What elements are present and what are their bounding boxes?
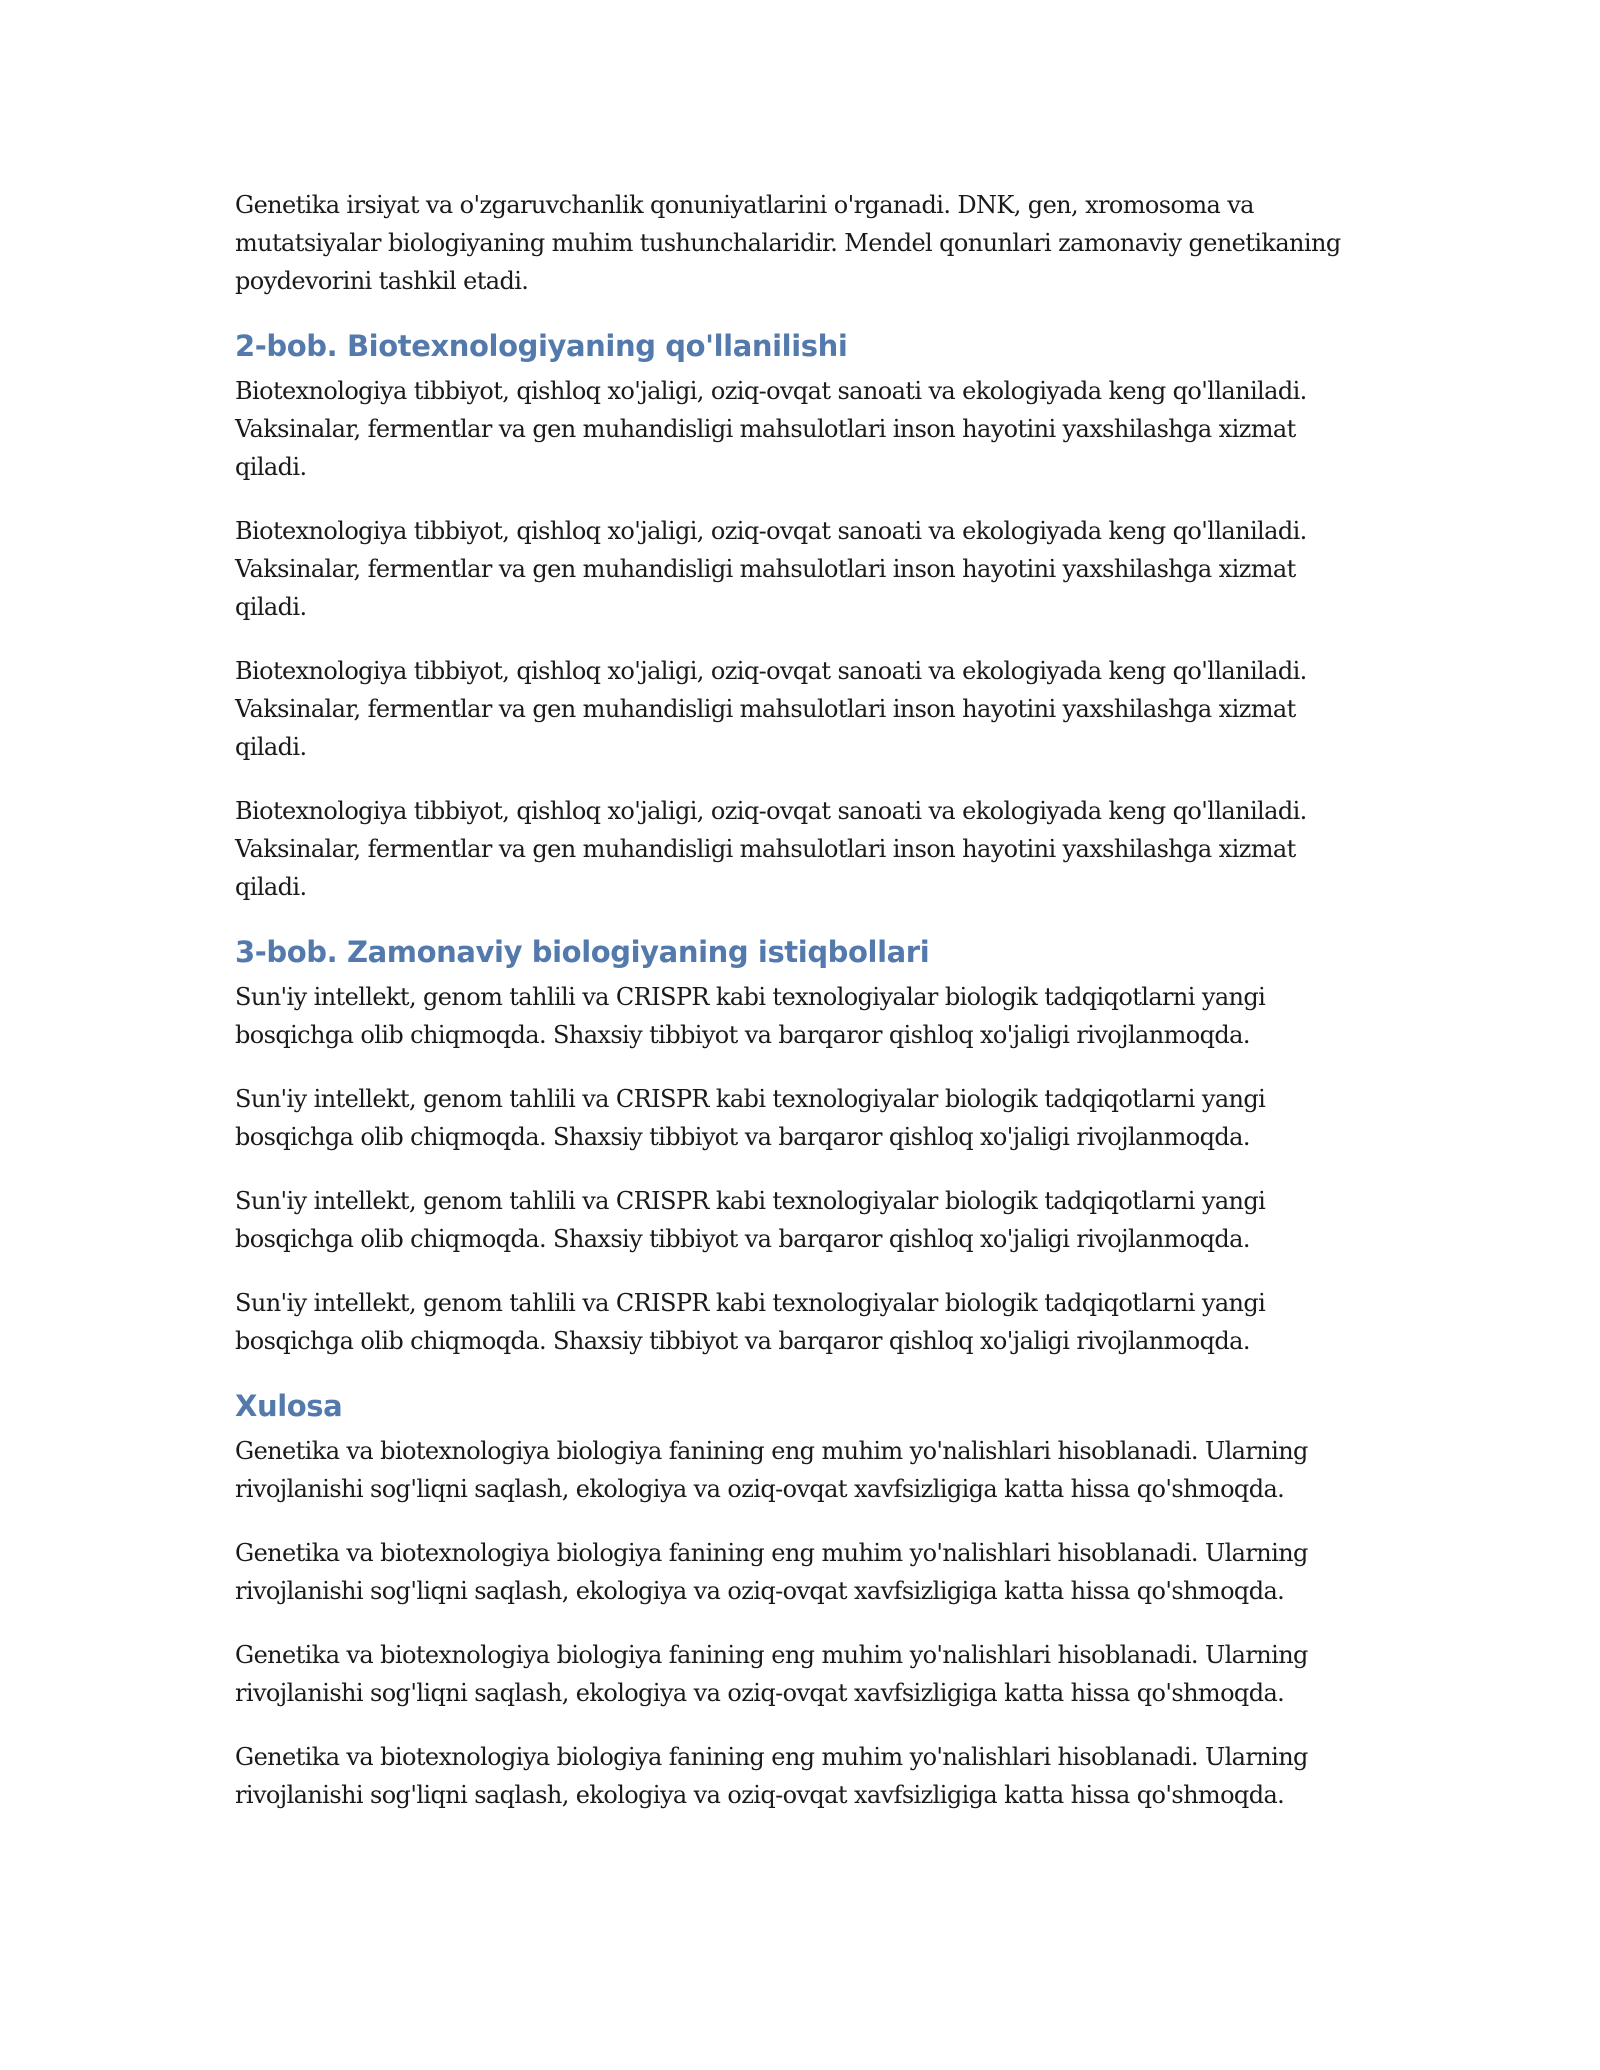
- paragraph: Sun'iy intellekt, genom tahlili va CRISPR kabi texnologiyalar biologik tadqiqotlarni yangi bosqichga olib chiqmoqda. Shaxsiy tibbiyot va barqaror qishloq xo'jaligi rivojlanmoqda.: [235, 1085, 1266, 1151]
- paragraph: Sun'iy intellekt, genom tahlili va CRISPR kabi texnologiyalar biologik tadqiqotlarni yangi bosqichga olib chiqmoqda. Shaxsiy tibbiyot va barqaror qishloq xo'jaligi rivojlanmoqda.: [235, 983, 1266, 1049]
- paragraph: Biotexnologiya tibbiyot, qishloq xo'jaligi, oziq-ovqat sanoati va ekologiyada keng qo'llaniladi. Vaksinalar, fermentlar va gen muhandisligi mahsulotlari inson hayotini yaxshilashga xizmat qiladi.: [235, 377, 1307, 481]
- section-heading: Xulosa: [235, 1389, 343, 1423]
- paragraph: Sun'iy intellekt, genom tahlili va CRISPR kabi texnologiyalar biologik tadqiqotlarni yangi bosqichga olib chiqmoqda. Shaxsiy tibbiyot va barqaror qishloq xo'jaligi rivojlanmoqda.: [235, 1289, 1266, 1355]
- section-biotechnology: [235, 326, 1365, 906]
- paragraph: Biotexnologiya tibbiyot, qishloq xo'jaligi, oziq-ovqat sanoati va ekologiyada keng qo'llaniladi. Vaksinalar, fermentlar va gen muhandisligi mahsulotlari inson hayotini yaxshilashga xizmat qiladi.: [235, 797, 1307, 901]
- section-heading: 3-bob. Zamonaviy biologiyaning istiqbollari: [235, 935, 930, 969]
- document-body: [235, 186, 1365, 1840]
- paragraph: Biotexnologiya tibbiyot, qishloq xo'jaligi, oziq-ovqat sanoati va ekologiyada keng qo'llaniladi. Vaksinalar, fermentlar va gen muhandisligi mahsulotlari inson hayotini yaxshilashga xizmat qiladi.: [235, 517, 1307, 621]
- paragraph: Genetika va biotexnologiya biologiya fanining eng muhim yo'nalishlari hisoblanadi. Ularning rivojlanishi sog'liqni saqlash, ekologiya va oziq-ovqat xavfsizligiga katta hissa qo'shmoqda.: [235, 1743, 1308, 1809]
- section-prospects: [235, 932, 1365, 1360]
- paragraph: Genetika va biotexnologiya biologiya fanining eng muhim yo'nalishlari hisoblanadi. Ularning rivojlanishi sog'liqni saqlash, ekologiya va oziq-ovqat xavfsizligiga katta hissa qo'shmoqda.: [235, 1641, 1308, 1707]
- section-conclusion: [235, 1386, 1365, 1814]
- intro-paragraph: Genetika irsiyat va o'zgaruvchanlik qonuniyatlarini o'rganadi. DNK, gen, xromosoma va mutatsiyalar biologiyaning muhim tushunchalaridir. Mendel qonunlari zamonaviy genetikaning poydevorini tashkil etadi.: [235, 191, 1341, 295]
- paragraph: Genetika va biotexnologiya biologiya fanining eng muhim yo'nalishlari hisoblanadi. Ularning rivojlanishi sog'liqni saqlash, ekologiya va oziq-ovqat xavfsizligiga katta hissa qo'shmoqda.: [235, 1437, 1308, 1503]
- paragraph: Biotexnologiya tibbiyot, qishloq xo'jaligi, oziq-ovqat sanoati va ekologiyada keng qo'llaniladi. Vaksinalar, fermentlar va gen muhandisligi mahsulotlari inson hayotini yaxshilashga xizmat qiladi.: [235, 657, 1307, 761]
- paragraph: Sun'iy intellekt, genom tahlili va CRISPR kabi texnologiyalar biologik tadqiqotlarni yangi bosqichga olib chiqmoqda. Shaxsiy tibbiyot va barqaror qishloq xo'jaligi rivojlanmoqda.: [235, 1187, 1266, 1253]
- paragraph: Genetika va biotexnologiya biologiya fanining eng muhim yo'nalishlari hisoblanadi. Ularning rivojlanishi sog'liqni saqlash, ekologiya va oziq-ovqat xavfsizligiga katta hissa qo'shmoqda.: [235, 1539, 1308, 1605]
- section-heading: 2-bob. Biotexnologiyaning qo'llanilishi: [235, 329, 848, 363]
